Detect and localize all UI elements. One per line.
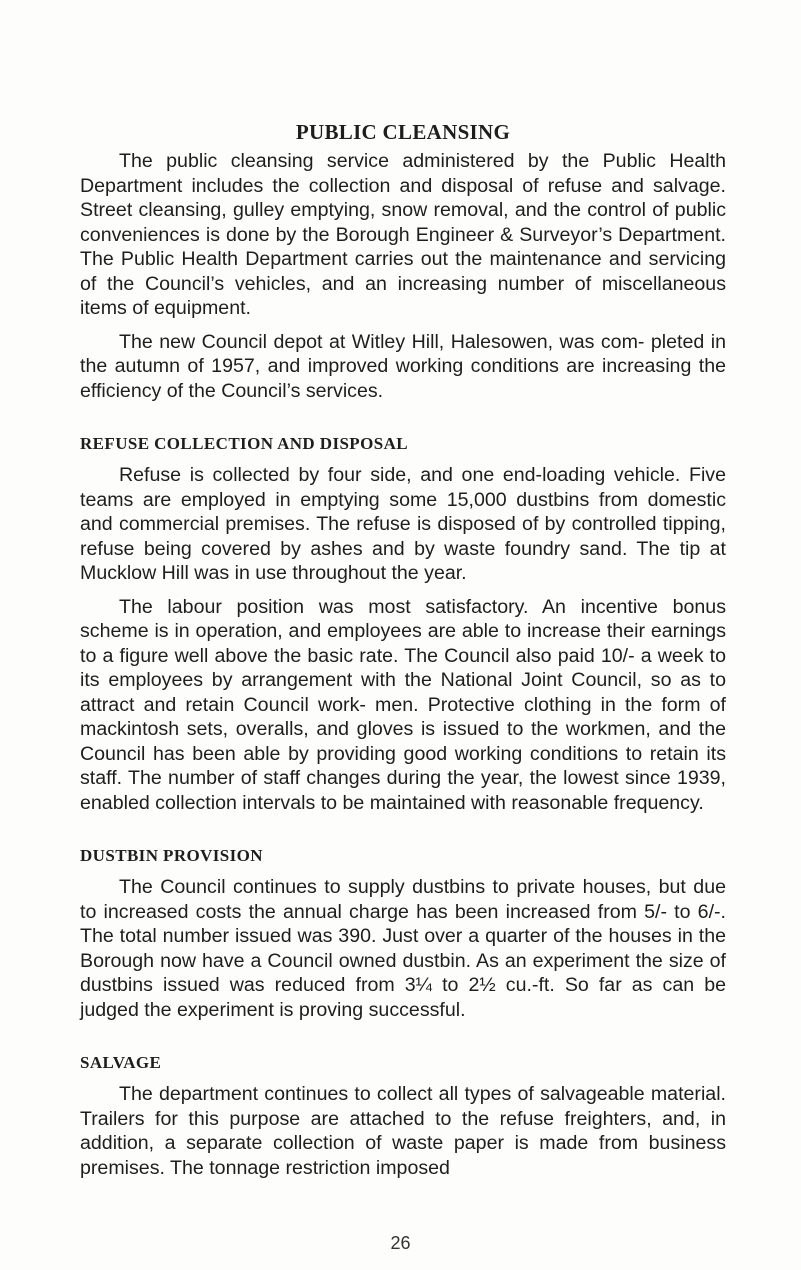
page-number: 26 bbox=[390, 1233, 411, 1253]
section-heading: DUSTBIN PROVISION bbox=[80, 846, 263, 865]
body-paragraph: The Council continues to supply dustbins to private houses, but due to increased costs the annual charge has been increased from 5/- to 6/-. The total number issued was 390. Just over a quarter of the houses in the Borough now have a Council owned dustbin. As an experiment the size of dustbins issued was reduced from 3¼ to 2½ cu.-ft. So far as can be judged the experiment is proving successful. bbox=[80, 876, 726, 1021]
section-refuse-collection bbox=[80, 433, 726, 815]
page-title: PUBLIC CLEANSING bbox=[295, 120, 511, 144]
intro-paragraph: The new Council depot at Witley Hill, Halesowen, was com- pleted in the autumn of 1957, and improved working conditions are increasing the efficiency of the Council’s services. bbox=[80, 330, 726, 402]
section-dustbin-provision bbox=[80, 845, 726, 1022]
document-page bbox=[80, 118, 726, 1180]
body-paragraph: The department continues to collect all types of salvageable material. Trailers for this purpose are attached to the refuse freighters, and, in addition, a separate collection of waste paper is made from business premises. The tonnage restriction imposed bbox=[80, 1083, 726, 1179]
body-paragraph: Refuse is collected by four side, and one end-loading vehicle. Five teams are employed in emptying some 15,000 dustbins from domestic and commercial premises. The refuse is disposed of by controlled tipping, refuse being covered by ashes and by waste foundry sand. The tip at Mucklow Hill was in use throughout the year. bbox=[80, 464, 726, 584]
section-heading: REFUSE COLLECTION AND DISPOSAL bbox=[80, 434, 408, 453]
section-salvage bbox=[80, 1052, 726, 1180]
section-heading: SALVAGE bbox=[80, 1053, 162, 1072]
intro-paragraph: The public cleansing service administered by the Public Health Department includes the collection and disposal of refuse and salvage. Street cleansing, gulley emptying, snow removal, and the control of public conveniences is done by the Borough Engineer & Surveyor’s Department. The Public Health Department carries out the maintenance and servicing of the Council’s vehicles, and an increasing number of miscellaneous items of equipment. bbox=[80, 150, 726, 319]
body-paragraph: The labour position was most satisfactory. An incentive bonus scheme is in operation, and employees are able to increase their earnings to a figure well above the basic rate. The Council also paid 10/- a week to its employees by arrangement with the National Joint Council, so as to attract and retain Council work- men. Protective clothing in the form of mackintosh sets, overalls, and gloves is issued to the workmen, and the Council has been able by providing good working conditions to retain its staff. The number of staff changes during the year, the lowest since 1939, enabled collection intervals to be maintained with reasonable frequency. bbox=[80, 595, 726, 814]
